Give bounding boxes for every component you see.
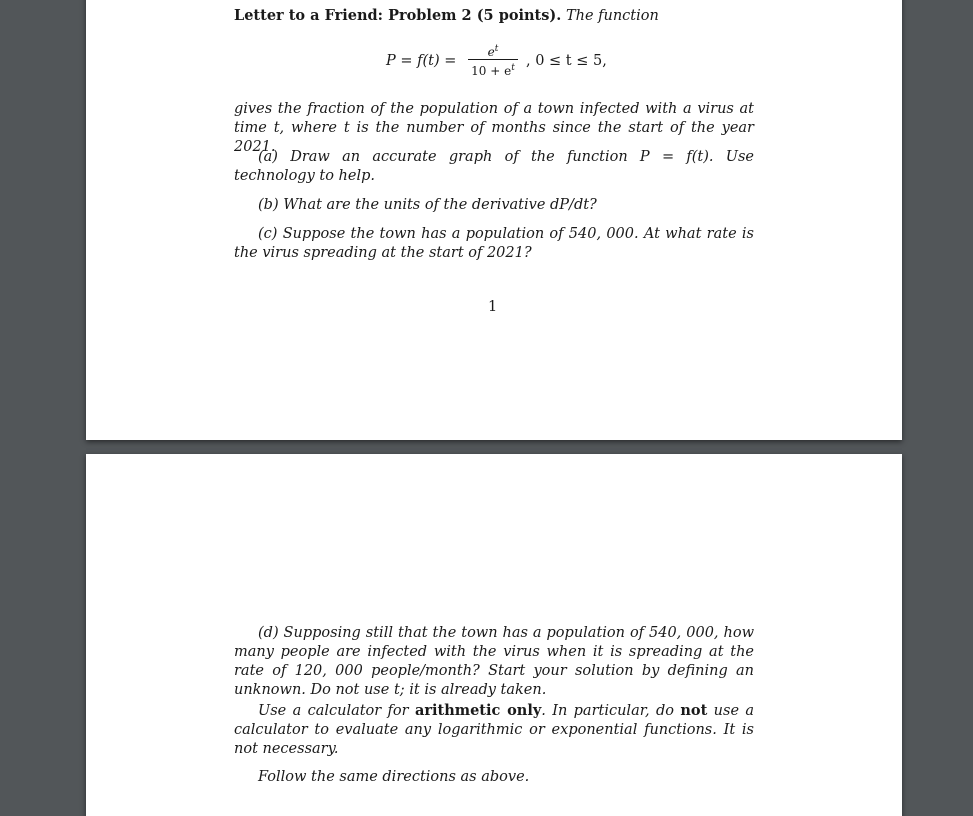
equation-numerator: $e^t$ — [487, 44, 499, 59]
calculator-instructions: Use a calculator for arithmetic only. In particular, do not use a calculator to evaluate any logarithmic or exponential functions. It is not necessary. — [234, 702, 755, 757]
part-c: (c) Suppose the town has a population of 540, 000. At what rate is the virus spreading at the start of 2021? — [234, 226, 754, 261]
fraction-bar — [468, 59, 518, 60]
function-equation — [386, 42, 646, 84]
pdf-page-2 — [86, 454, 902, 816]
equation-domain: , 0 ≤ t ≤ 5, — [526, 53, 607, 69]
part-a: (a) Draw an accurate graph of the function P = f(t). Use technology to help. — [234, 149, 754, 184]
part-b: (b) What are the units of the derivative dP/dt? — [258, 197, 597, 213]
problem-title-bold: Letter to a Friend: Problem 2 (5 points). — [234, 7, 562, 24]
part-d: (d) Supposing still that the town has a population of 540, 000, how many people are infected with the virus when it is spreading at the rate of 120, 000 people/month? Start your solution by defining an unknown. Do not use t; it is already taken. — [234, 625, 754, 698]
equation-denominator: $10 + e^t$ — [471, 63, 515, 78]
equation-fraction — [468, 42, 518, 78]
page-number: 1 — [488, 299, 498, 315]
not-emphasis: not — [680, 702, 708, 719]
follow-directions: Follow the same directions as above. — [258, 769, 530, 785]
pdf-page-1 — [86, 0, 902, 440]
arithmetic-only-emphasis: arithmetic only — [414, 702, 542, 719]
intro-paragraph: gives the fraction of the population of a town infected with a virus at time t, where t is the number of months since the start of the year 2021. — [234, 101, 754, 155]
problem-title — [234, 6, 659, 26]
problem-title-italic: The function — [565, 8, 659, 24]
equation-lhs: P = f(t) = — [386, 53, 457, 69]
